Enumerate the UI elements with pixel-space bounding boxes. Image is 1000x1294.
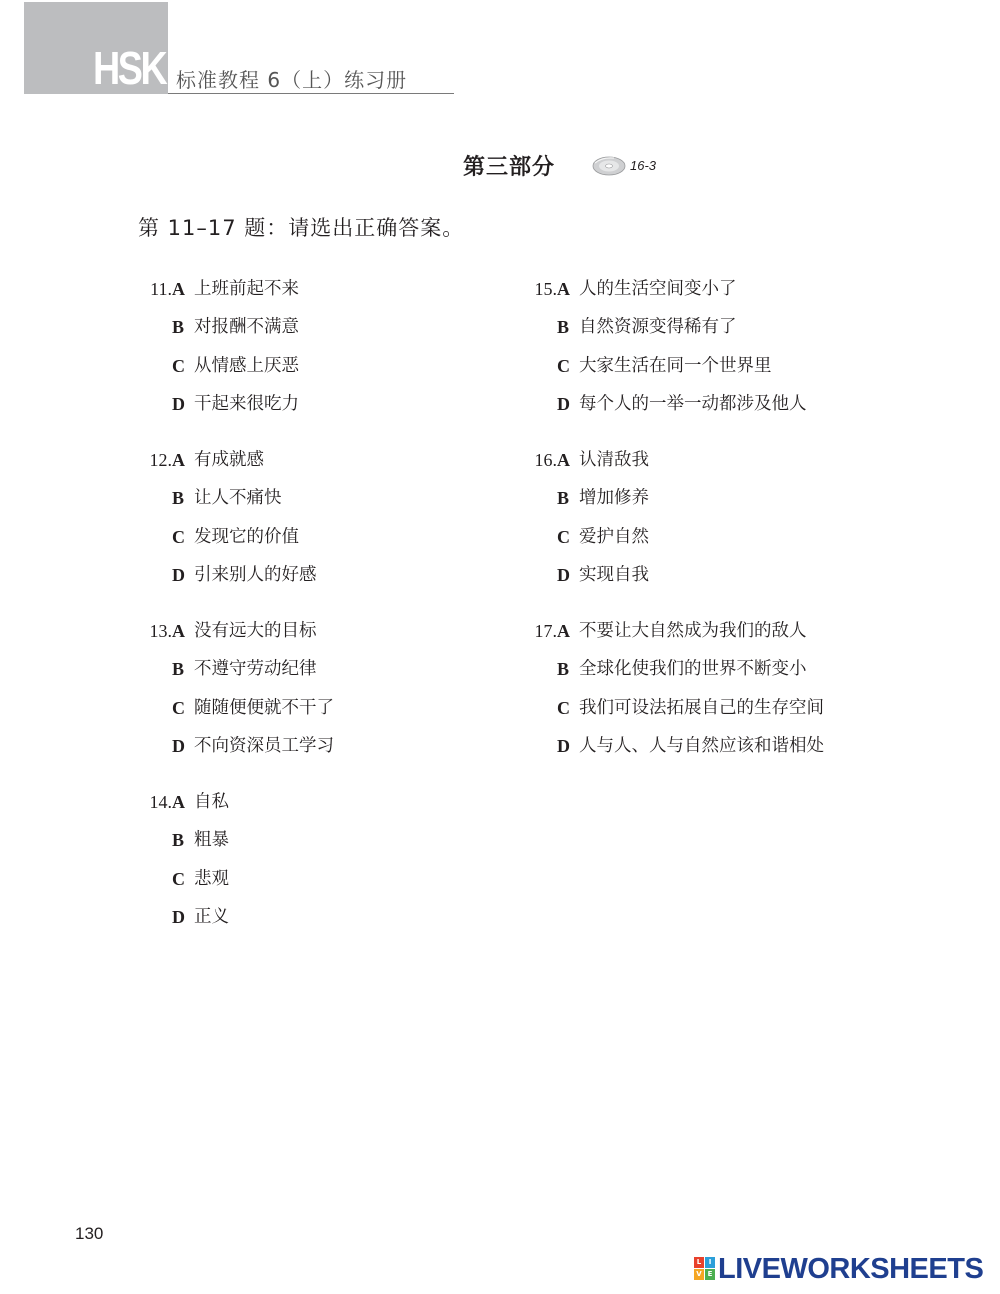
option-text: 爱护自然 bbox=[579, 526, 649, 547]
answer-option[interactable] bbox=[523, 526, 883, 564]
option-text: 粗暴 bbox=[194, 830, 229, 851]
answer-option[interactable] bbox=[523, 449, 883, 487]
liveworksheets-text: LIVEWORKSHEETS bbox=[718, 1253, 984, 1285]
answer-option[interactable] bbox=[523, 487, 883, 525]
option-letter: B bbox=[172, 488, 185, 509]
question-number: 12. bbox=[149, 450, 172, 470]
option-text: 干起来很吃力 bbox=[194, 393, 299, 414]
question-17 bbox=[523, 620, 883, 773]
badge-letter: L bbox=[694, 1257, 704, 1268]
answer-option[interactable] bbox=[523, 393, 883, 431]
option-letter: B bbox=[557, 659, 570, 680]
option-text: 引来别人的好感 bbox=[194, 564, 317, 585]
section-title: 第三部分 bbox=[463, 155, 556, 180]
answer-option[interactable] bbox=[523, 735, 883, 773]
option-letter: A bbox=[557, 279, 570, 299]
option-letter: B bbox=[172, 659, 185, 680]
option-text: 人与人、人与自然应该和谐相处 bbox=[579, 735, 824, 756]
liveworksheets-badge-icon bbox=[694, 1257, 716, 1281]
option-letter: B bbox=[557, 488, 570, 509]
option-text: 有成就感 bbox=[194, 450, 264, 470]
option-letter: D bbox=[557, 735, 570, 756]
answer-option[interactable] bbox=[138, 278, 498, 316]
option-text: 增加修养 bbox=[579, 488, 649, 509]
answer-option[interactable] bbox=[138, 735, 498, 773]
badge-letter: I bbox=[705, 1257, 715, 1268]
option-text: 全球化使我们的世界不断变小 bbox=[579, 659, 807, 680]
answer-option[interactable] bbox=[523, 564, 883, 602]
answer-option[interactable] bbox=[138, 868, 498, 906]
answer-option[interactable] bbox=[138, 355, 498, 393]
answer-option[interactable] bbox=[138, 658, 498, 696]
option-letter: A bbox=[172, 792, 185, 812]
option-letter: D bbox=[172, 906, 185, 927]
option-letter: D bbox=[557, 393, 570, 414]
option-letter: A bbox=[557, 450, 570, 470]
option-letter: C bbox=[557, 526, 570, 547]
book-title: 标准教程 6（上）练习册 bbox=[176, 68, 408, 92]
option-letter: C bbox=[172, 526, 185, 547]
option-letter: C bbox=[172, 868, 185, 889]
option-text: 每个人的一举一动都涉及他人 bbox=[579, 393, 807, 414]
question-13 bbox=[138, 620, 498, 773]
question-number: 17. bbox=[534, 621, 557, 641]
answer-option[interactable] bbox=[523, 278, 883, 316]
option-letter: B bbox=[172, 830, 185, 851]
question-number: 11. bbox=[150, 279, 172, 299]
header-brand: HSK bbox=[93, 42, 166, 94]
answer-option[interactable] bbox=[138, 316, 498, 354]
option-letter: D bbox=[172, 564, 185, 585]
option-text: 我们可设法拓展自己的生存空间 bbox=[579, 697, 824, 718]
option-letter: D bbox=[172, 393, 185, 414]
answer-option[interactable] bbox=[138, 620, 498, 658]
option-letter: A bbox=[172, 450, 185, 470]
option-text: 随随便便就不干了 bbox=[194, 697, 334, 718]
option-letter: B bbox=[172, 317, 185, 338]
option-text: 让人不痛快 bbox=[194, 488, 282, 509]
option-text: 大家生活在同一个世界里 bbox=[579, 355, 772, 376]
option-text: 自私 bbox=[194, 792, 229, 812]
option-text: 不要让大自然成为我们的敌人 bbox=[579, 621, 807, 641]
question-number: 14. bbox=[149, 792, 172, 812]
question-12 bbox=[138, 449, 498, 602]
liveworksheets-logo bbox=[694, 1254, 994, 1284]
question-11 bbox=[138, 278, 498, 431]
answer-option[interactable] bbox=[138, 393, 498, 431]
question-15 bbox=[523, 278, 883, 431]
option-text: 上班前起不来 bbox=[194, 279, 299, 299]
answer-option[interactable] bbox=[523, 620, 883, 658]
option-letter: C bbox=[557, 697, 570, 718]
option-text: 正义 bbox=[194, 906, 229, 927]
header-divider bbox=[168, 93, 454, 94]
answer-option[interactable] bbox=[523, 355, 883, 393]
option-text: 实现自我 bbox=[579, 564, 649, 585]
option-text: 发现它的价值 bbox=[194, 526, 299, 547]
option-text: 对报酬不满意 bbox=[194, 317, 299, 338]
option-letter: A bbox=[557, 621, 570, 641]
option-text: 不向资深员工学习 bbox=[194, 735, 334, 756]
cd-icon bbox=[592, 154, 626, 176]
answer-option[interactable] bbox=[138, 791, 498, 829]
question-number: 16. bbox=[534, 450, 557, 470]
badge-letter: V bbox=[694, 1269, 704, 1280]
option-letter: D bbox=[172, 735, 185, 756]
option-letter: B bbox=[557, 317, 570, 338]
question-14 bbox=[138, 791, 498, 944]
option-text: 从情感上厌恶 bbox=[194, 355, 299, 376]
question-16 bbox=[523, 449, 883, 602]
option-text: 自然资源变得稀有了 bbox=[579, 317, 737, 338]
answer-option[interactable] bbox=[138, 829, 498, 867]
question-number: 15. bbox=[534, 279, 557, 299]
answer-option[interactable] bbox=[138, 697, 498, 735]
option-letter: C bbox=[172, 697, 185, 718]
answer-option[interactable] bbox=[523, 316, 883, 354]
option-letter: D bbox=[557, 564, 570, 585]
badge-letter: E bbox=[705, 1269, 715, 1280]
option-text: 悲观 bbox=[194, 868, 229, 889]
page-number: 130 bbox=[75, 1224, 104, 1243]
answer-option[interactable] bbox=[138, 487, 498, 525]
answer-option[interactable] bbox=[138, 526, 498, 564]
answer-option[interactable] bbox=[523, 697, 883, 735]
answer-option[interactable] bbox=[138, 449, 498, 487]
instruction: 第 11–17 题：请选出正确答案。 bbox=[138, 216, 465, 240]
option-text: 认清敌我 bbox=[579, 450, 649, 470]
answer-option[interactable] bbox=[138, 906, 498, 944]
answer-option[interactable] bbox=[138, 564, 498, 602]
track-number: 16-3 bbox=[630, 158, 657, 173]
option-letter: C bbox=[172, 355, 185, 376]
option-letter: C bbox=[557, 355, 570, 376]
option-letter: A bbox=[172, 621, 185, 641]
option-letter: A bbox=[172, 279, 185, 299]
option-text: 不遵守劳动纪律 bbox=[194, 659, 317, 680]
option-text: 人的生活空间变小了 bbox=[579, 279, 737, 299]
question-number: 13. bbox=[149, 621, 172, 641]
answer-option[interactable] bbox=[523, 658, 883, 696]
option-text: 没有远大的目标 bbox=[194, 621, 317, 641]
